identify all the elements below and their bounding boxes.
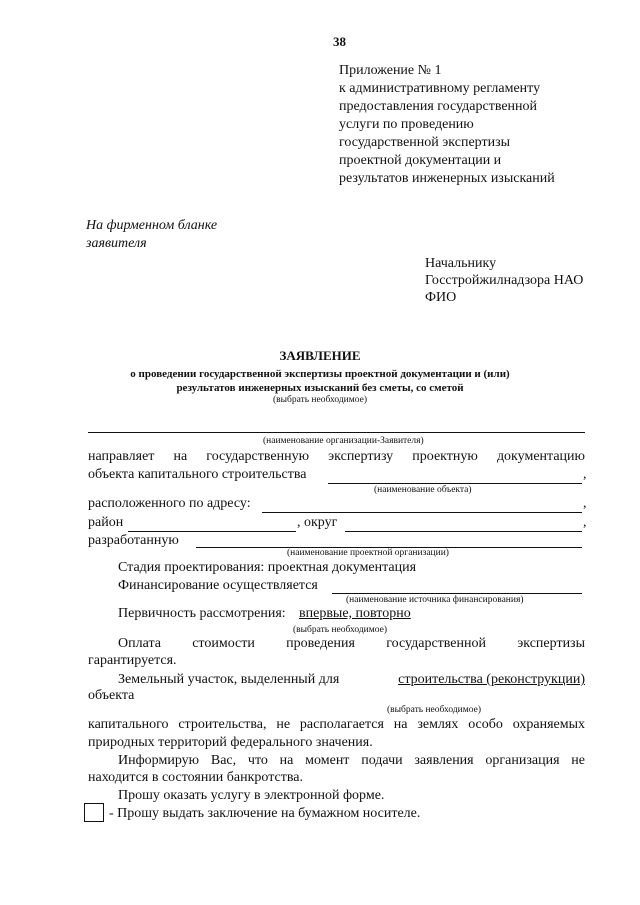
payment-line-1: Оплата стоимости проведения государственной экспертизы xyxy=(118,636,585,651)
appendix-line: услуги по проведению xyxy=(339,117,474,132)
document-subtitle-2: результатов инженерных изысканий без сметы, со сметой xyxy=(176,382,464,394)
page-number: 38 xyxy=(333,34,346,49)
district-label: район xyxy=(88,515,124,530)
appendix-line: к административному регламенту xyxy=(339,81,541,96)
appendix-line: проектной документации и xyxy=(339,153,502,168)
bankruptcy-line-1: Информирую Вас, что на момент подачи заявления организация не xyxy=(118,753,585,768)
financing-hint: (наименование источника финансирования) xyxy=(346,595,524,605)
district-line xyxy=(128,531,296,532)
okrug-line xyxy=(345,531,582,532)
land-line-3: капитального строительства, не располагается на землях особо охраняемых xyxy=(88,717,585,732)
appendix-line: государственной экспертизы xyxy=(339,135,511,150)
payment-line-2: гарантируется. xyxy=(88,653,177,668)
okrug-label: , округ xyxy=(297,515,338,530)
address-line xyxy=(262,512,582,513)
comma: , xyxy=(583,515,587,530)
document-title: ЗАЯВЛЕНИЕ xyxy=(279,348,361,363)
land-line-4: природных территорий федерального значения. xyxy=(88,735,373,750)
appendix-line: предоставления государственной xyxy=(339,99,538,114)
addressee-line: ФИО xyxy=(425,290,457,305)
object-name-hint: (наименование объекта) xyxy=(374,485,472,495)
land-text: Земельный участок, выделенный для xyxy=(118,672,340,687)
addressee-line: Начальнику xyxy=(425,256,497,271)
developed-label: разработанную xyxy=(88,533,179,548)
sends-line: направляет на государственную экспертизу проектную документацию xyxy=(88,449,585,464)
addressee-line: Госстройжилнадзора НАО xyxy=(425,273,584,288)
comma: , xyxy=(583,496,587,511)
appendix-line: Приложение № 1 xyxy=(339,63,442,78)
document-subtitle-1: о проведении государственной экспертизы проектной документации и (или) xyxy=(130,368,510,380)
primacy-value: впервые, повторно xyxy=(299,606,411,621)
design-org-hint: (наименование проектной организации) xyxy=(287,548,449,558)
org-name-line xyxy=(88,432,585,433)
heading-hint: (выбрать необходимое) xyxy=(272,395,367,405)
addressee-block xyxy=(425,255,583,306)
primacy-hint: (выбрать необходимое) xyxy=(293,625,388,635)
financing-label: Финансирование осуществляется xyxy=(118,578,318,593)
bankruptcy-line-2: находится в состоянии банкротства. xyxy=(88,770,304,785)
org-name-hint: (наименование организации-Заявителя) xyxy=(263,436,424,446)
land-line-2: объекта xyxy=(88,688,135,703)
appendix-block xyxy=(339,62,555,188)
address-label: расположенного по адресу: xyxy=(88,496,251,511)
land-choice: строительства (реконструкции) xyxy=(398,672,585,687)
land-hint: (выбрать необходимое) xyxy=(387,705,482,715)
land-line-1 xyxy=(118,672,585,688)
primacy-label: Первичность рассмотрения: xyxy=(118,606,286,621)
comma: , xyxy=(583,467,587,482)
paper-copy-request: - Прошу выдать заключение на бумажном носителе. xyxy=(109,806,421,821)
object-name-line xyxy=(328,483,582,484)
financing-line xyxy=(332,593,582,594)
letterhead-note xyxy=(86,217,217,253)
letterhead-line: заявителя xyxy=(86,236,147,251)
letterhead-line: На фирменном бланке xyxy=(86,218,218,233)
object-label: объекта капитального строительства xyxy=(88,467,307,482)
appendix-line: результатов инженерных изысканий xyxy=(339,171,555,186)
design-stage: Стадия проектирования: проектная документация xyxy=(118,560,417,575)
paper-copy-checkbox[interactable] xyxy=(84,803,104,822)
electronic-form-request: Прошу оказать услугу в электронной форме. xyxy=(118,788,385,803)
